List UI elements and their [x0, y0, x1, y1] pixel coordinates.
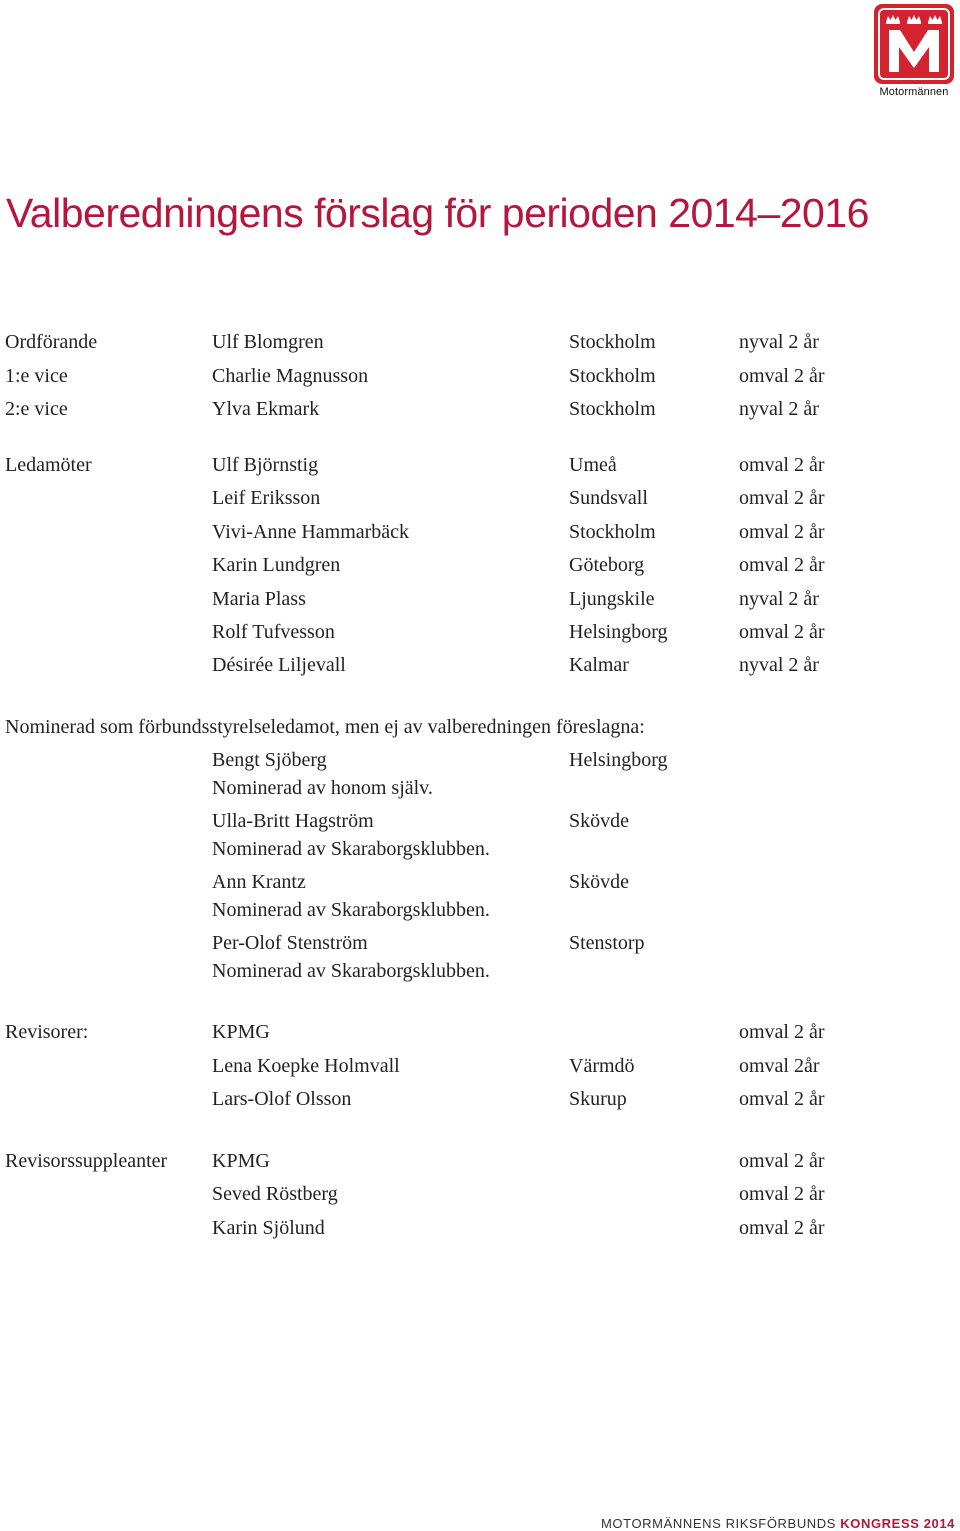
person-name: Leif Eriksson	[212, 487, 321, 509]
person-city: Stockholm	[569, 331, 656, 353]
footer-text: MOTORMÄNNENS RIKSFÖRBUNDS	[601, 1516, 837, 1531]
nomination-note: Nominerad av honom själv.	[212, 777, 433, 799]
election-status: nyval 2 år	[739, 588, 819, 610]
page-footer	[601, 1516, 955, 1531]
person-city: Helsingborg	[569, 749, 668, 771]
election-status: omval 2 år	[739, 1183, 825, 1205]
section-label: Revisorssuppleanter	[5, 1150, 168, 1172]
person-city: Kalmar	[569, 654, 629, 676]
crown-m-shield-icon	[872, 2, 956, 86]
role-label: 1:e vice	[5, 365, 68, 387]
nominated-heading: Nominerad som förbundsstyrelseledamot, men ej av valberedningen föreslagna:	[5, 716, 645, 738]
election-status: omval 2 år	[739, 365, 825, 387]
election-status: nyval 2 år	[739, 331, 819, 353]
person-city: Stockholm	[569, 398, 656, 420]
person-city: Skövde	[569, 871, 629, 893]
election-status: omval 2 år	[739, 621, 825, 643]
election-status: omval 2år	[739, 1055, 820, 1077]
person-city: Göteborg	[569, 554, 645, 576]
election-status: nyval 2 år	[739, 398, 819, 420]
person-name: Lena Koepke Holmvall	[212, 1055, 400, 1077]
person-name: Désirée Liljevall	[212, 654, 346, 676]
person-city: Ljungskile	[569, 588, 655, 610]
person-name: Karin Sjölund	[212, 1217, 325, 1239]
person-name: Ulla-Britt Hagström	[212, 810, 374, 832]
person-city: Stockholm	[569, 521, 656, 543]
person-city: Skövde	[569, 810, 629, 832]
person-name: Ylva Ekmark	[212, 398, 320, 420]
person-name: Maria Plass	[212, 588, 306, 610]
logo-wordmark: Motormännen	[879, 86, 949, 98]
person-name: Bengt Sjöberg	[212, 749, 327, 771]
person-name: Lars-Olof Olsson	[212, 1088, 352, 1110]
person-city: Umeå	[569, 454, 617, 476]
section-label: Revisorer:	[5, 1021, 89, 1043]
nomination-note: Nominerad av Skaraborgsklubben.	[212, 960, 490, 982]
nomination-note: Nominerad av Skaraborgsklubben.	[212, 838, 490, 860]
person-name: KPMG	[212, 1021, 270, 1043]
role-label: Ordförande	[5, 331, 98, 353]
section-label: Ledamöter	[5, 454, 92, 476]
person-city: Sundsvall	[569, 487, 648, 509]
election-status: omval 2 år	[739, 1217, 825, 1239]
nomination-note: Nominerad av Skaraborgsklubben.	[212, 899, 490, 921]
person-city: Stockholm	[569, 365, 656, 387]
election-status: omval 2 år	[739, 1021, 825, 1043]
person-name: Per-Olof Stenström	[212, 932, 368, 954]
person-name: KPMG	[212, 1150, 270, 1172]
election-status: omval 2 år	[739, 454, 825, 476]
person-city: Skurup	[569, 1088, 627, 1110]
person-name: Ulf Björnstig	[212, 454, 319, 476]
person-name: Ulf Blomgren	[212, 331, 324, 353]
person-city: Stenstorp	[569, 932, 645, 954]
person-city: Helsingborg	[569, 621, 668, 643]
person-name: Charlie Magnusson	[212, 365, 369, 387]
election-status: omval 2 år	[739, 554, 825, 576]
election-status: omval 2 år	[739, 1150, 825, 1172]
person-name: Seved Röstberg	[212, 1183, 338, 1205]
role-label: 2:e vice	[5, 398, 68, 420]
election-status: omval 2 år	[739, 521, 825, 543]
motormannen-logo	[872, 2, 956, 98]
page-title: Valberedningens förslag för perioden 2014–2016	[6, 190, 869, 236]
person-name: Vivi-Anne Hammarbäck	[212, 521, 410, 543]
person-name: Ann Krantz	[212, 871, 306, 893]
election-status: omval 2 år	[739, 1088, 825, 1110]
person-name: Rolf Tufvesson	[212, 621, 335, 643]
footer-highlight: KONGRESS 2014	[840, 1516, 956, 1531]
election-status: omval 2 år	[739, 487, 825, 509]
person-name: Karin Lundgren	[212, 554, 341, 576]
election-status: nyval 2 år	[739, 654, 819, 676]
person-city: Värmdö	[569, 1055, 635, 1077]
